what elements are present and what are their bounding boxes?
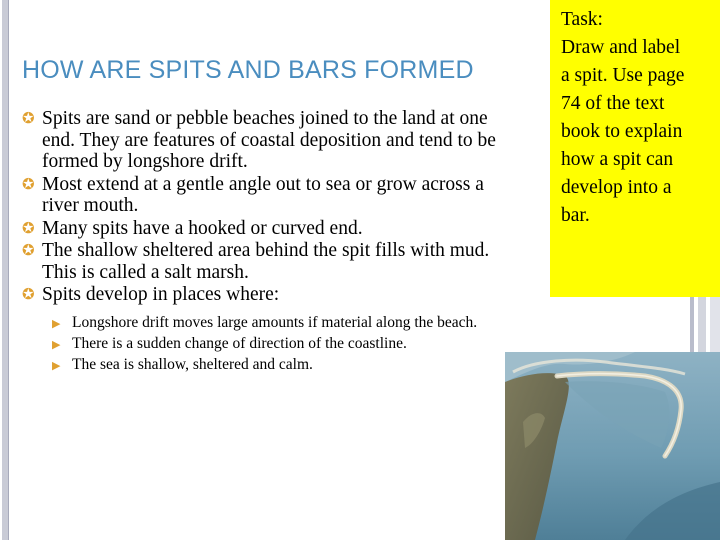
sub-bullet-text: There is a sudden change of direction of the coastline.	[72, 334, 407, 352]
bullet-text: Many spits have a hooked or curved end.	[42, 217, 363, 239]
star-bullet-icon: ✪	[22, 109, 35, 127]
spit-aerial-photo	[505, 352, 720, 540]
star-bullet-icon: ✪	[22, 285, 35, 303]
task-line: a spit. Use page	[561, 65, 685, 86]
triangle-bullet-icon: ▶	[52, 316, 61, 330]
star-bullet-icon: ✪	[22, 218, 35, 237]
bullet-item	[24, 174, 502, 217]
task-line: Task:	[561, 9, 603, 30]
task-line: 74 of the text	[561, 93, 665, 114]
sub-bullet-text: Longshore drift moves large amounts if material along the beach.	[72, 313, 478, 331]
bullet-list	[24, 108, 502, 377]
task-line: book to explain	[561, 121, 683, 142]
task-line: Draw and label	[561, 37, 681, 58]
bullet-item	[24, 218, 502, 240]
bullet-text: Spits are sand or pebble beaches joined to the land at one end. They are features of coastal deposition and tend to be formed by longshore drift.	[42, 108, 496, 172]
bullet-text: Most extend at a gentle angle out to sea or grow across a river mouth.	[42, 173, 484, 216]
task-box	[550, 0, 720, 297]
bullet-item	[24, 108, 502, 173]
sub-bullet-list	[42, 314, 502, 373]
bullet-text: Spits develop in places where:	[42, 284, 280, 305]
sub-bullet-item	[52, 314, 502, 331]
slide-title: HOW ARE SPITS AND BARS FORMED	[22, 56, 474, 84]
bullet-text: The shallow sheltered area behind the spit fills with mud. This is called a salt marsh.	[42, 240, 490, 283]
bullet-item	[24, 284, 502, 373]
task-line: develop into a	[561, 177, 672, 198]
triangle-bullet-icon: ▶	[52, 358, 61, 372]
task-line: how a spit can	[561, 149, 674, 170]
star-bullet-icon: ✪	[22, 174, 35, 193]
sub-bullet-item	[52, 335, 502, 352]
bullet-item	[24, 240, 502, 283]
task-line: bar.	[561, 205, 590, 226]
left-accent-rule	[2, 0, 9, 540]
triangle-bullet-icon: ▶	[52, 337, 61, 351]
sub-bullet-text: The sea is shallow, sheltered and calm.	[72, 355, 313, 373]
sub-bullet-item	[52, 356, 502, 373]
star-bullet-icon: ✪	[22, 241, 35, 259]
